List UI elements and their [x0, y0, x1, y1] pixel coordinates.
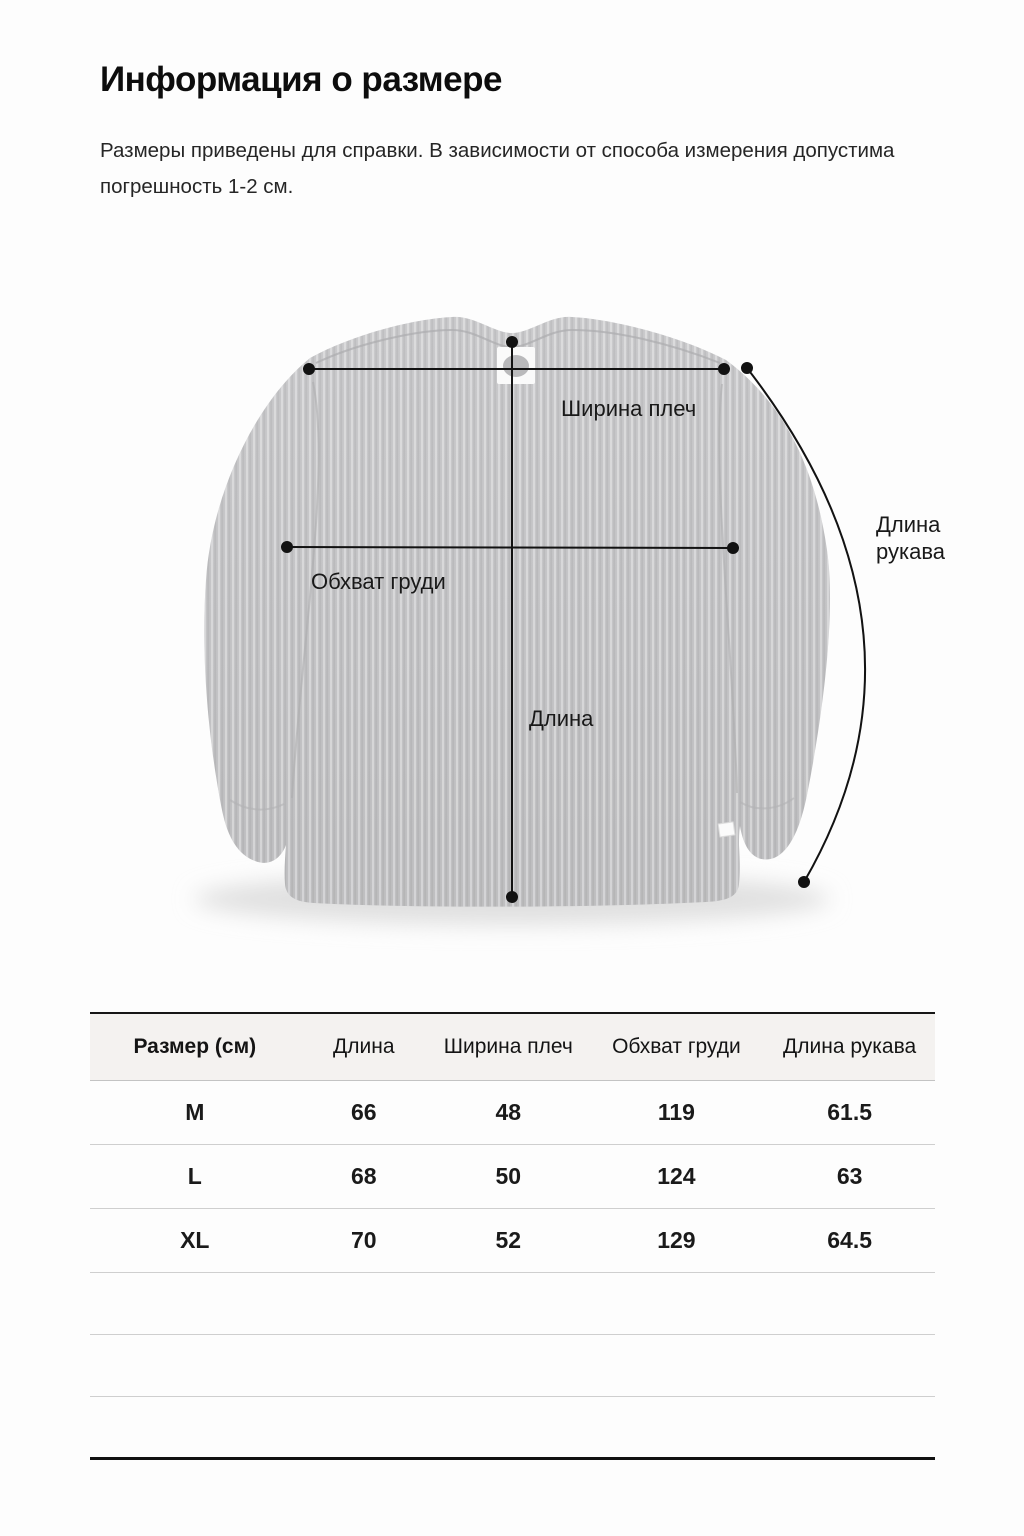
header-sleeve: Длина рукава: [783, 1035, 917, 1058]
length-label: Длина: [529, 706, 594, 731]
neck-tag: [497, 347, 535, 384]
chest-value: 119: [657, 1099, 695, 1125]
sleeve-length-label: Длина рукава: [876, 512, 946, 564]
chest-line: [287, 547, 733, 548]
shoulder-width-label: Ширина плеч: [561, 396, 697, 421]
length-value: 68: [350, 1163, 377, 1189]
table-row-xl: [90, 1209, 935, 1273]
size-value: M: [185, 1099, 205, 1125]
size-table: [90, 1012, 935, 1460]
header-shoulder: Ширина плеч: [443, 1035, 573, 1058]
hem-tag: [718, 822, 735, 837]
table-row-empty: [90, 1335, 935, 1397]
sleeve-value: 61.5: [827, 1099, 872, 1125]
table-row-l: [90, 1145, 935, 1209]
shoulder-value: 50: [495, 1163, 522, 1189]
table-row-empty: [90, 1273, 935, 1335]
chest-value: 129: [657, 1227, 696, 1253]
page-subtitle: Размеры приведены для справки. В зависимости от способа измерения допустима погрешность 1-2 см.: [100, 139, 895, 198]
page-title: Информация о размере: [100, 60, 502, 99]
size-value: XL: [180, 1227, 210, 1253]
table-row-empty: [90, 1397, 935, 1457]
length-value: 66: [350, 1099, 377, 1125]
shoulder-value: 48: [495, 1099, 522, 1125]
header-size: Размер (см): [133, 1035, 257, 1058]
sleeve-value: 63: [836, 1163, 863, 1189]
table-row-m: [90, 1081, 935, 1145]
sleeve-value: 64.5: [827, 1227, 872, 1253]
shoulder-value: 52: [495, 1227, 522, 1253]
size-value: L: [187, 1163, 202, 1189]
table-header-row: [90, 1014, 935, 1081]
chest-value: 124: [657, 1163, 696, 1189]
chest-label: Обхват груди: [311, 569, 446, 594]
length-value: 70: [350, 1227, 377, 1253]
header-chest: Обхват груди: [612, 1035, 741, 1058]
header-length: Длина: [333, 1035, 395, 1058]
sweater-body: [204, 317, 830, 907]
